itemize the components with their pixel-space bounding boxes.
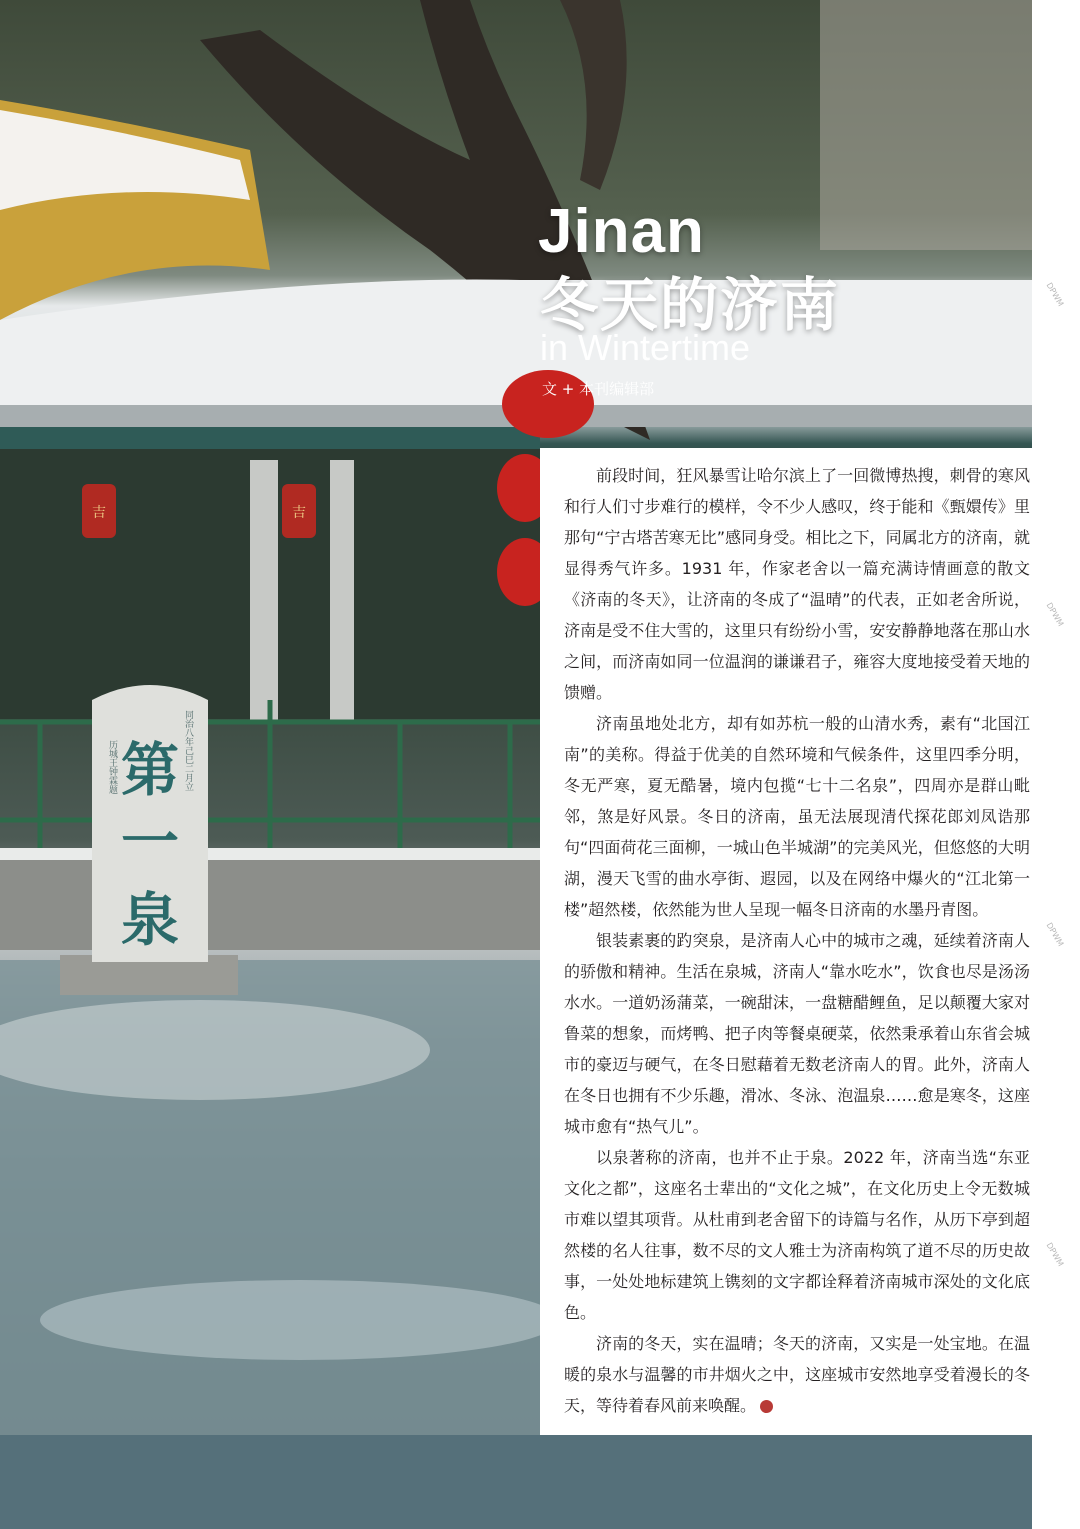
stele-side-text-2: 历城王钟霖题 — [107, 740, 117, 794]
tree-branch — [560, 0, 627, 190]
paragraph-4: 以泉著称的济南，也并不止于泉。2022 年，济南当选“东亚文化之都”，这座名士辈出的“文化之城”，在文化历史上令无数城市难以望其项背。从杜甫到老舍留下的诗篇与名作，从历下亭到超然楼的名人往事，数不尽的文人雅士为济南构筑了道不尽的历史故事，一处处地标建筑上镌刻的文字都诠释着济南城市深处的文化底色。 — [564, 1148, 1030, 1322]
article-body — [540, 448, 1032, 1435]
stone-wall — [0, 850, 540, 950]
watermark: DPWM — [1044, 921, 1066, 948]
water-ripple — [40, 1280, 560, 1360]
title-subtitle: in Wintertime — [540, 327, 751, 368]
paragraph-5 — [564, 1328, 1030, 1421]
paragraph-5-text: 济南的冬天，实在温晴；冬天的济南，又实是一处宝地。在温暖的泉水与温馨的市井烟火之中，这座城市安然地享受着漫长的冬天，等待着春风前来唤醒。 — [564, 1334, 1030, 1415]
watermark: DPWM — [1044, 1241, 1066, 1268]
lantern-glyph: 吉 — [92, 505, 106, 521]
pillar — [250, 460, 278, 720]
wall-snow — [0, 848, 540, 860]
paragraph-2: 济南虽地处北方，却有如苏杭一般的山清水秀，素有“北国江南”的美称。得益于优美的自然环境和气候条件，这里四季分明，冬无严寒，夏无酷暑，境内包揽“七十二名泉”，四周亦是群山毗邻，煞是好风景。冬日的济南，虽无法展现清代探花郎刘凤诰那句“四面荷花三面柳，一城山色半城湖”的完美风光，但悠悠的大明湖，漫天飞雪的曲水亭街、遐园，以及在网络中爆火的“江北第一楼”超然楼，依然能为世人呈现一幅冬日济南的水墨丹青图。 — [564, 714, 1030, 919]
paragraph-1: 前段时间，狂风暴雪让哈尔滨上了一回微博热搜，刺骨的寒风和行人们寸步难行的模样，令不少人感叹，终于能和《甄嬛传》里那句“宁古塔苦寒无比”感同身受。相比之下，同属北方的济南，就显得秀气许多。1931 年，作家老舍以一篇充满诗情画意的散文《济南的冬天》，让济南的冬成了“温晴”的代表，正如老舍所说，济南是受不住大雪的，这里只有纷纷小雪，安安静静地落在那山水之间，而济南如同一位温润的谦谦君子，雍容大度地接受着天地的馈赠。 — [564, 466, 1030, 702]
roof-beam — [0, 427, 540, 449]
watermark: DPWM — [1044, 601, 1066, 628]
pillar — [330, 460, 354, 720]
background-building — [820, 0, 1032, 250]
lantern-glyph: 吉 — [292, 505, 306, 521]
stele-char-2: 一 — [120, 808, 180, 876]
title-chinese: 冬天的济南 — [540, 271, 841, 339]
byline: 文 + 本刊编辑部 — [542, 380, 655, 398]
watermark: DPWM — [1044, 281, 1066, 308]
page-margin — [1032, 0, 1080, 1529]
stele-char-3: 泉 — [120, 886, 180, 954]
title-english: Jinan — [538, 197, 705, 266]
paragraph-3: 银装素裹的趵突泉，是济南人心中的城市之魂，延续着济南人的骄傲和精神。生活在泉城，济南人“靠水吃水”，饮食也尽是汤汤水水。一道奶汤蒲菜，一碗甜沫，一盘糖醋鲤鱼，足以颠覆大家对鲁菜的想象，而烤鸭、把子肉等餐桌硬菜，依然秉承着山东省会城市的豪迈与硬气，在冬日慰藉着无数老济南人的胃。此外，济南人在冬日也拥有不少乐趣，滑冰、冬泳、泡温泉……愈是寒冬，这座城市愈有“热气儿”。 — [564, 931, 1030, 1136]
spring-water-bottom — [0, 1435, 1080, 1529]
end-seal-icon — [760, 1400, 773, 1413]
stele-side-text-1: 同治八年己巳二月立 — [183, 710, 193, 791]
stele-char-1: 第 — [120, 736, 180, 804]
